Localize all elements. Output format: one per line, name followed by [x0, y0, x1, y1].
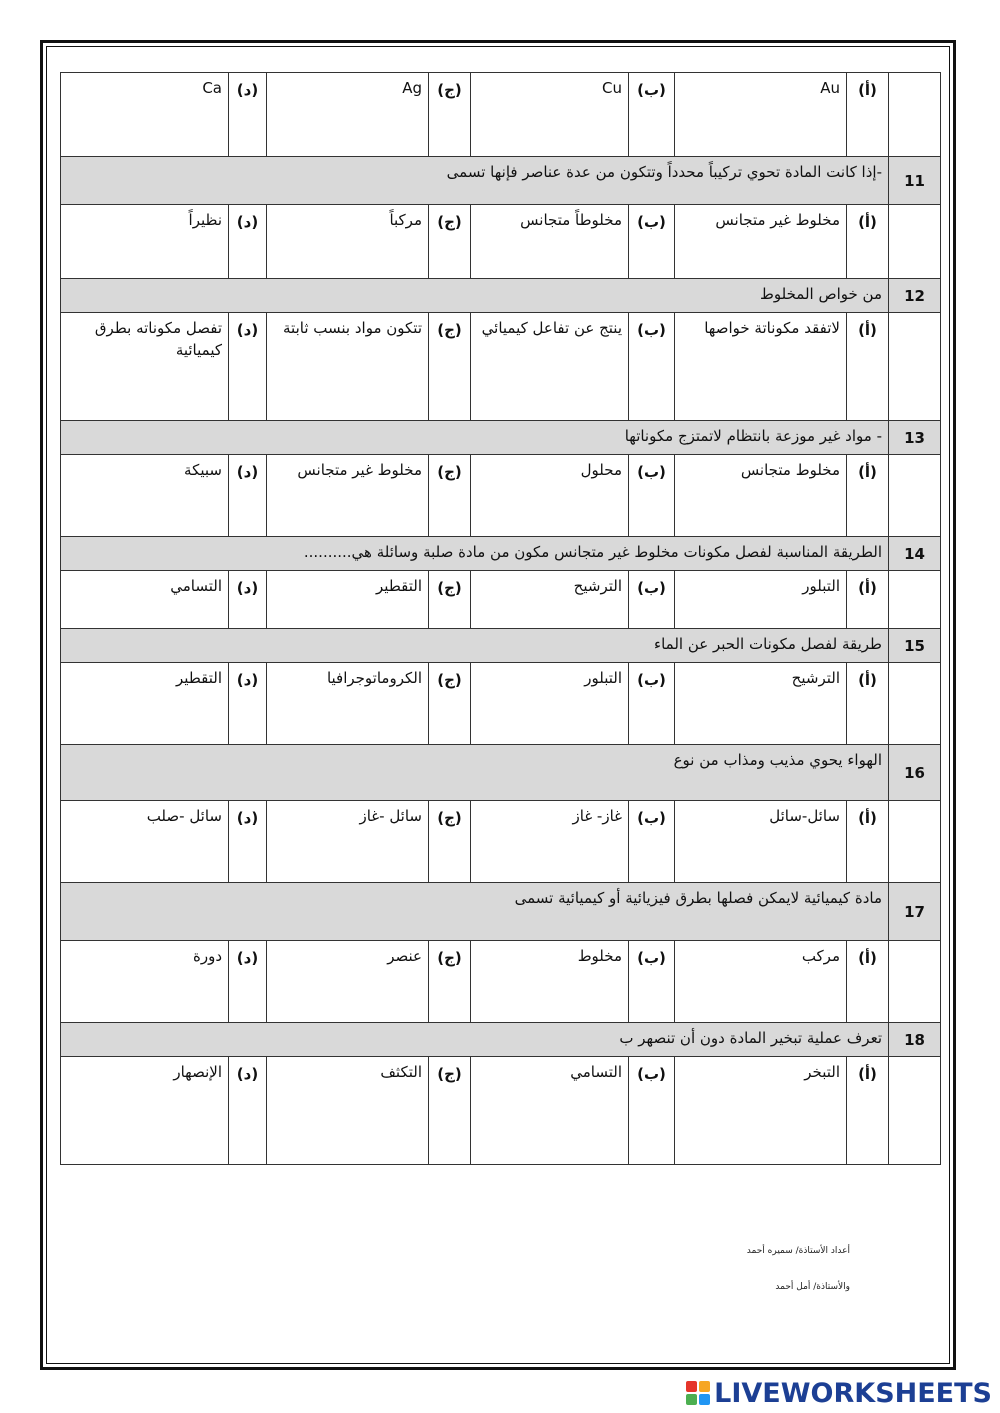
option-letter-c: (ج)	[429, 1057, 471, 1165]
blank-cell	[889, 73, 941, 157]
logo-text: LIVEWORKSHEETS	[714, 1377, 992, 1409]
question-text: الطريقة المناسبة لفصل مكونات مخلوط غير متجانس مكون من مادة صلبة وسائلة هي..........	[61, 537, 889, 571]
option-letter-a: (أ)	[847, 663, 889, 745]
option-letter-a: (أ)	[847, 1057, 889, 1165]
option-b[interactable]: Cu	[471, 73, 629, 157]
options-row	[61, 571, 941, 629]
option-letter-a: (أ)	[847, 73, 889, 157]
option-letter-b: (ب)	[629, 205, 675, 279]
option-c[interactable]: عنصر	[267, 941, 429, 1023]
option-a[interactable]: لاتفقد مكوناتة خواصها	[675, 313, 847, 421]
option-c[interactable]: الكروماتوجرافيا	[267, 663, 429, 745]
logo-square	[699, 1394, 710, 1405]
options-row	[61, 455, 941, 537]
option-letter-c: (ج)	[429, 313, 471, 421]
option-letter-d: (د)	[229, 801, 267, 883]
option-a[interactable]: مخلوط متجانس	[675, 455, 847, 537]
option-letter-c: (ج)	[429, 801, 471, 883]
option-c[interactable]: مركباً	[267, 205, 429, 279]
option-letter-b: (ب)	[629, 313, 675, 421]
option-c[interactable]: التكثف	[267, 1057, 429, 1165]
question-row	[61, 157, 941, 205]
question-text: - مواد غير موزعة بانتظام لاتمتزج مكوناتها	[61, 421, 889, 455]
option-letter-d: (د)	[229, 205, 267, 279]
option-b[interactable]: الترشيح	[471, 571, 629, 629]
option-letter-d: (د)	[229, 941, 267, 1023]
question-number: 13	[889, 421, 941, 455]
logo-square	[686, 1394, 697, 1405]
blank-cell	[889, 571, 941, 629]
option-b[interactable]: مخلوط	[471, 941, 629, 1023]
option-c[interactable]: Ag	[267, 73, 429, 157]
logo-square	[686, 1381, 697, 1392]
questions-table	[60, 72, 941, 1165]
credit-line-2: والأستاذة/ أمل أحمد	[775, 1282, 850, 1292]
option-a[interactable]: Au	[675, 73, 847, 157]
option-letter-b: (ب)	[629, 1057, 675, 1165]
option-d[interactable]: Ca	[61, 73, 229, 157]
option-b[interactable]: التبلور	[471, 663, 629, 745]
blank-cell	[889, 941, 941, 1023]
option-d[interactable]: التقطير	[61, 663, 229, 745]
option-letter-d: (د)	[229, 571, 267, 629]
question-number: 15	[889, 629, 941, 663]
option-letter-b: (ب)	[629, 941, 675, 1023]
logo-icon	[686, 1381, 710, 1405]
question-text: الهواء يحوي مذيب ومذاب من نوع	[61, 745, 889, 801]
option-c[interactable]: تتكون مواد بنسب ثابتة	[267, 313, 429, 421]
blank-cell	[889, 1057, 941, 1165]
option-letter-c: (ج)	[429, 73, 471, 157]
option-letter-d: (د)	[229, 455, 267, 537]
option-a[interactable]: التبلور	[675, 571, 847, 629]
option-d[interactable]: التسامي	[61, 571, 229, 629]
option-c[interactable]: التقطير	[267, 571, 429, 629]
option-a[interactable]: سائل-سائل	[675, 801, 847, 883]
question-number: 12	[889, 279, 941, 313]
options-row	[61, 1057, 941, 1165]
option-a[interactable]: مخلوط غير متجانس	[675, 205, 847, 279]
question-number: 11	[889, 157, 941, 205]
credit-line-1: أعداد الأستاذة/ سميره أحمد	[746, 1246, 850, 1256]
question-row	[61, 1023, 941, 1057]
option-b[interactable]: مخلوطاً متجانس	[471, 205, 629, 279]
liveworksheets-logo	[686, 1378, 992, 1408]
question-text: تعرف عملية تبخير المادة دون أن تنصهر ب	[61, 1023, 889, 1057]
option-letter-a: (أ)	[847, 455, 889, 537]
option-b[interactable]: التسامي	[471, 1057, 629, 1165]
option-c[interactable]: سائل -غاز	[267, 801, 429, 883]
question-text: -إذا كانت المادة تحوي تركيباً محدداً وتتكون من عدة عناصر فإنها تسمى	[61, 157, 889, 205]
logo-square	[699, 1381, 710, 1392]
question-text: من خواص المخلوط	[61, 279, 889, 313]
option-d[interactable]: دورة	[61, 941, 229, 1023]
option-letter-a: (أ)	[847, 205, 889, 279]
question-text: طريقة لفصل مكونات الحبر عن الماء	[61, 629, 889, 663]
option-letter-b: (ب)	[629, 73, 675, 157]
option-letter-c: (ج)	[429, 663, 471, 745]
blank-cell	[889, 313, 941, 421]
question-number: 16	[889, 745, 941, 801]
option-letter-a: (أ)	[847, 313, 889, 421]
blank-cell	[889, 455, 941, 537]
option-letter-d: (د)	[229, 73, 267, 157]
question-row	[61, 745, 941, 801]
option-d[interactable]: سائل -صلب	[61, 801, 229, 883]
option-letter-d: (د)	[229, 1057, 267, 1165]
option-letter-b: (ب)	[629, 801, 675, 883]
question-row	[61, 537, 941, 571]
option-letter-b: (ب)	[629, 571, 675, 629]
options-row	[61, 313, 941, 421]
options-row	[61, 801, 941, 883]
option-b[interactable]: غاز- غاز	[471, 801, 629, 883]
blank-cell	[889, 205, 941, 279]
options-row	[61, 663, 941, 745]
blank-cell	[889, 801, 941, 883]
question-row	[61, 279, 941, 313]
option-c[interactable]: مخلوط غير متجانس	[267, 455, 429, 537]
option-letter-a: (أ)	[847, 571, 889, 629]
option-letter-c: (ج)	[429, 941, 471, 1023]
options-row-10	[61, 73, 941, 157]
question-number: 18	[889, 1023, 941, 1057]
option-a[interactable]: الترشيح	[675, 663, 847, 745]
option-letter-d: (د)	[229, 663, 267, 745]
option-letter-b: (ب)	[629, 663, 675, 745]
option-b[interactable]: ينتج عن تفاعل كيميائي	[471, 313, 629, 421]
option-letter-c: (ج)	[429, 571, 471, 629]
option-letter-d: (د)	[229, 313, 267, 421]
question-row	[61, 421, 941, 455]
option-d[interactable]: نظيراً	[61, 205, 229, 279]
option-d[interactable]: الإنصهار	[61, 1057, 229, 1165]
options-row	[61, 941, 941, 1023]
option-letter-a: (أ)	[847, 941, 889, 1023]
question-number: 17	[889, 883, 941, 941]
option-d[interactable]: سبيكة	[61, 455, 229, 537]
blank-cell	[889, 663, 941, 745]
question-text: مادة كيميائية لايمكن فصلها بطرق فيزيائية أو كيميائية تسمى	[61, 883, 889, 941]
question-number: 14	[889, 537, 941, 571]
options-row	[61, 205, 941, 279]
option-letter-c: (ج)	[429, 205, 471, 279]
question-row	[61, 883, 941, 941]
option-a[interactable]: مركب	[675, 941, 847, 1023]
option-d[interactable]: تفصل مكوناته بطرق كيميائية	[61, 313, 229, 421]
option-letter-a: (أ)	[847, 801, 889, 883]
option-letter-c: (ج)	[429, 455, 471, 537]
option-letter-b: (ب)	[629, 455, 675, 537]
option-b[interactable]: محلول	[471, 455, 629, 537]
question-row	[61, 629, 941, 663]
option-a[interactable]: التبخر	[675, 1057, 847, 1165]
